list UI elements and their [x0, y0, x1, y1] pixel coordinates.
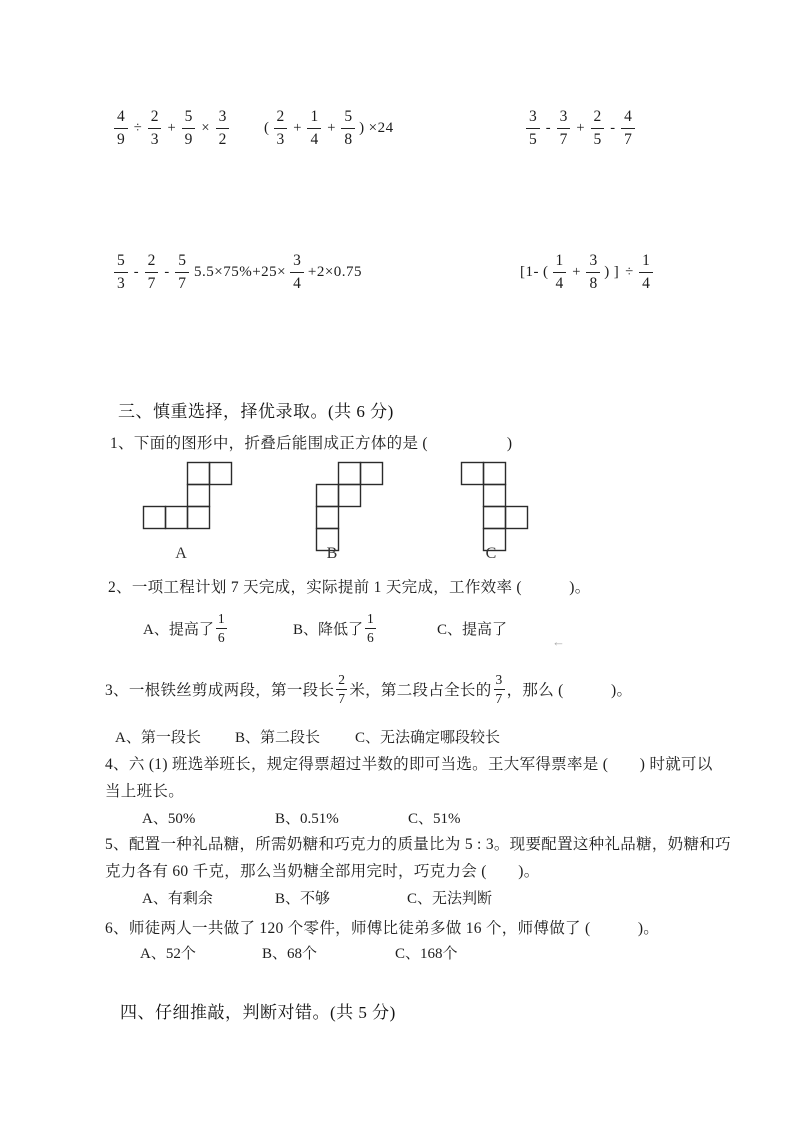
- fraction-numerator: 3: [218, 108, 227, 125]
- operator: ÷: [625, 263, 634, 280]
- fraction-denominator: 4: [307, 128, 321, 148]
- option-b: B、68个: [262, 946, 318, 962]
- fraction: [591, 109, 605, 147]
- calc-expression-6: [518, 247, 655, 297]
- cube-net-c: [460, 461, 529, 552]
- fraction-numerator: 5: [178, 252, 186, 269]
- option-c: [437, 604, 507, 652]
- text-run: A、提高了: [143, 621, 214, 638]
- operator: +: [327, 119, 336, 136]
- calc-expression-3: [524, 103, 637, 153]
- fraction-denominator: 7: [557, 128, 571, 148]
- cube-net-diagrams: [0, 461, 793, 573]
- calc-expression-2: [262, 103, 396, 153]
- fraction: [182, 109, 196, 147]
- fraction-numerator: 2: [276, 108, 285, 125]
- fraction: [145, 253, 159, 291]
- question-5-options: [0, 887, 793, 911]
- option-a: A、50%: [142, 811, 196, 827]
- fraction-denominator: 8: [586, 272, 600, 292]
- section-four-heading: 四、仔细推敲，判断对错。(共 5 分): [120, 1003, 396, 1022]
- fraction-denominator: 4: [639, 272, 653, 292]
- option-c: C、无法确定哪段较长: [355, 730, 501, 746]
- fraction: [290, 253, 304, 291]
- fraction-numerator: 2: [150, 108, 159, 125]
- option-c: C、168个: [395, 946, 458, 962]
- fraction: [216, 612, 227, 644]
- calc-expression-5: [192, 247, 364, 297]
- fraction-denominator: 8: [341, 128, 355, 148]
- fraction-numerator: 2: [593, 108, 602, 125]
- fraction-numerator: 2: [338, 672, 346, 687]
- fraction-denominator: 9: [114, 128, 128, 148]
- question-5-stem-line-1: 5、配置一种礼品糖，所需奶糖和巧克力的质量比为 5 : 3。现要配置这种礼品糖，奶糖和巧: [105, 836, 731, 853]
- option-b: B、第二段长: [235, 730, 321, 746]
- question-2-stem: 2、一项工程计划 7 天完成，实际提前 1 天完成，工作效率 ( )。: [108, 579, 591, 596]
- option-b: B、0.51%: [275, 811, 339, 827]
- fraction-numerator: 1: [310, 108, 319, 125]
- operator: +: [572, 263, 581, 280]
- fraction-denominator: 3: [148, 128, 162, 148]
- cube-net-b: [315, 461, 384, 552]
- fraction-denominator: 5: [591, 128, 605, 148]
- section-three-heading: 三、慎重选择，择优录取。(共 6 分): [118, 402, 394, 421]
- fraction-denominator: 7: [175, 272, 189, 292]
- fraction: [274, 109, 288, 147]
- text-run: B、降低了: [293, 621, 364, 638]
- question-4-stem-line-2: 当上班长。: [105, 783, 185, 800]
- fraction-numerator: 3: [495, 672, 503, 687]
- text-run: 3、一根铁丝剪成两段，第一段长: [105, 682, 335, 699]
- fraction: [114, 109, 128, 147]
- fraction-numerator: 3: [559, 108, 568, 125]
- calc-expression-4: [112, 247, 191, 297]
- fraction-numerator: 5: [184, 108, 193, 125]
- question-6-stem: 6、师徒两人一共做了 120 个零件，师傅比徒弟多做 16 个，师傅做了 ( )。: [105, 920, 660, 937]
- question-3-options: [0, 726, 793, 750]
- operator: -: [164, 263, 170, 280]
- text-run: ×24: [368, 119, 394, 136]
- fraction-denominator: 7: [145, 272, 159, 292]
- question-2-options: [0, 604, 793, 652]
- fraction: [307, 109, 321, 147]
- operator: -: [610, 119, 616, 136]
- operator: +: [576, 119, 585, 136]
- fraction-denominator: 2: [216, 128, 230, 148]
- option-c: C、无法判断: [407, 891, 493, 907]
- fraction: [216, 109, 230, 147]
- fraction-denominator: 6: [367, 629, 374, 645]
- calc-expression-1: [112, 103, 231, 153]
- fraction: [114, 253, 128, 291]
- fraction-numerator: 3: [589, 252, 598, 269]
- net-label-a: A: [175, 545, 187, 562]
- fraction: [586, 253, 600, 291]
- operator: ÷: [133, 119, 142, 136]
- fraction-denominator: 5: [526, 128, 540, 148]
- fraction: [526, 109, 540, 147]
- fraction: [175, 253, 189, 291]
- text-run: C、提高了: [437, 621, 508, 638]
- option-a: A、第一段长: [115, 730, 201, 746]
- question-5-stem-line-2: 克力各有 60 千克，那么当奶糖全部用完时，巧克力会 ( )。: [105, 863, 540, 880]
- fraction-denominator: 9: [182, 128, 196, 148]
- fraction: [621, 109, 635, 147]
- option-a: [143, 604, 229, 652]
- fraction-numerator: 1: [555, 252, 564, 269]
- question-1-stem: 1、下面的图形中，折叠后能围成正方体的是 ( ): [110, 435, 513, 452]
- operator: -: [133, 263, 139, 280]
- text-run: ]: [613, 263, 620, 280]
- text-run: 5.5×75%+25×: [194, 263, 287, 280]
- fraction: [336, 673, 347, 705]
- option-b: [293, 604, 378, 652]
- text-run: [1-: [520, 263, 539, 280]
- fraction-denominator: 7: [621, 128, 635, 148]
- option-b: B、不够: [275, 891, 331, 907]
- fraction: [148, 109, 162, 147]
- option-a: A、52个: [140, 946, 196, 962]
- text-run: +2×0.75: [307, 263, 363, 280]
- fraction: [365, 612, 376, 644]
- fraction-numerator: 1: [217, 611, 225, 626]
- fraction-denominator: 4: [553, 272, 567, 292]
- fraction-numerator: 3: [293, 252, 301, 269]
- fraction: [494, 673, 505, 705]
- fraction-numerator: 4: [624, 108, 632, 125]
- fraction-denominator: 7: [338, 690, 346, 706]
- operator: +: [167, 119, 176, 136]
- fraction-numerator: 1: [642, 252, 650, 269]
- fraction-denominator: 4: [290, 272, 304, 292]
- question-3-stem: [105, 665, 632, 713]
- cursor-artifact: ←: [552, 634, 565, 649]
- fraction-denominator: 6: [217, 629, 225, 645]
- fraction-numerator: 5: [117, 252, 125, 269]
- operator: -: [545, 119, 551, 136]
- question-4-stem-line-1: 4、六 (1) 班选举班长，规定得票超过半数的即可当选。王大军得票率是 ( ) 时就可以: [105, 756, 713, 773]
- net-label-c: C: [485, 545, 497, 562]
- fraction: [341, 109, 355, 147]
- question-4-options: [0, 807, 793, 831]
- fraction-numerator: 5: [344, 108, 353, 125]
- text-run: (: [264, 119, 270, 136]
- text-run: ): [604, 263, 610, 280]
- fraction-denominator: 7: [495, 690, 503, 706]
- fraction-numerator: 1: [367, 611, 374, 626]
- question-6-options: [0, 942, 793, 966]
- fraction-numerator: 3: [529, 108, 537, 125]
- operator: +: [293, 119, 302, 136]
- option-c: C、51%: [408, 811, 461, 827]
- text-run: 米，第二段占全长的: [349, 682, 492, 699]
- operator: ×: [201, 119, 210, 136]
- option-a: A、有剩余: [142, 891, 213, 907]
- text-run: ): [359, 119, 365, 136]
- cube-net-a: [142, 461, 233, 530]
- fraction-denominator: 3: [274, 128, 288, 148]
- text-run: (: [543, 263, 549, 280]
- fraction-numerator: 4: [117, 108, 125, 125]
- fraction: [553, 253, 567, 291]
- text-run: ，那么 ( )。: [506, 682, 633, 699]
- fraction: [639, 253, 653, 291]
- fraction-numerator: 2: [147, 252, 156, 269]
- fraction-denominator: 3: [114, 272, 128, 292]
- fraction: [557, 109, 571, 147]
- net-label-b: B: [326, 545, 338, 562]
